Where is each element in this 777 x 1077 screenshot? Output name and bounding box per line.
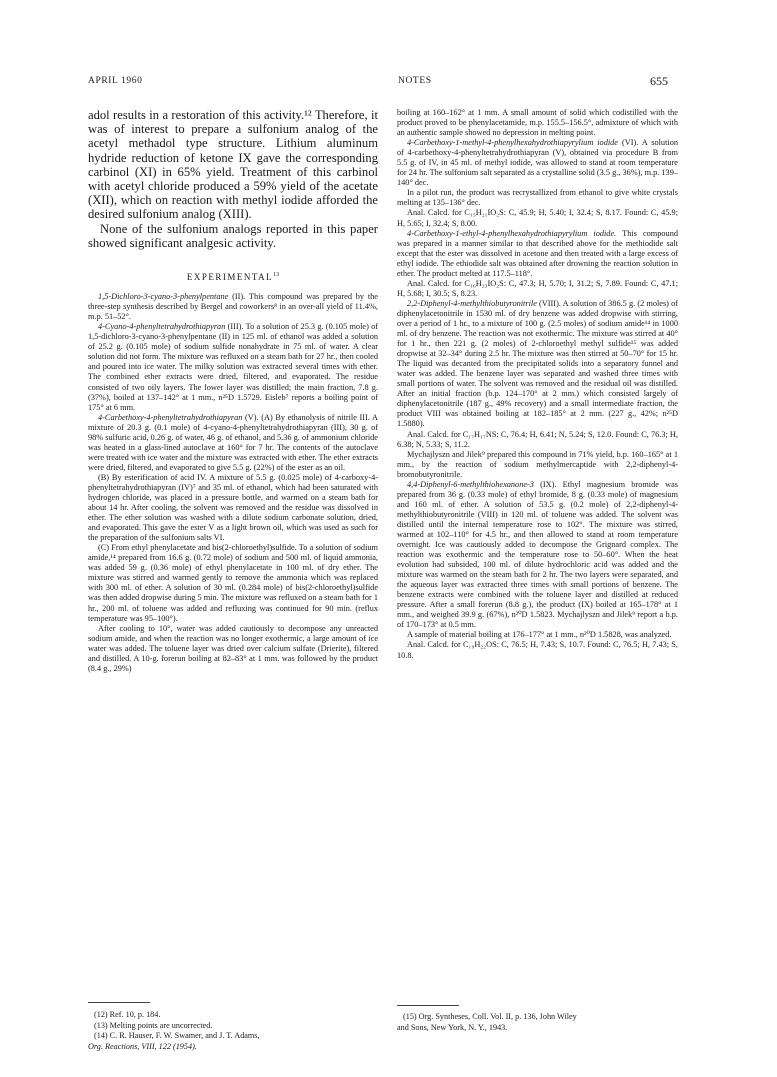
- footnote: (15) Org. Syntheses, Coll. Vol. II, p. 136, John Wiley: [403, 1012, 577, 1021]
- experimental-paragraph: [88, 413, 378, 473]
- paragraph-text: (III). To a solution of 25.3 g. (0.105 mole) of 1,5-dichloro-3-cyano-3-phenylpentane (II) in 125 ml. of ethanol was added a solution of 25.2 g. (0.105 mole) of sodium sulfide nonahydrate in 75 ml. of water. A clear solution did not form. The mixture was refluxed on a steam bath for 27 hr., then cooled and poured into ice water. The milky solution was extracted several times with ether. The combined ether extracts were dried, filtered, and evaporated. The residue consisted of two oily layers. The lower layer was distilled; the main fraction, 7.8 g. (37%), boiled at 137–142° at 1 mm., n²⁵D 1.5729. Eisleb⁷ reports a boiling point of 175° at 6 mm.: [88, 322, 378, 412]
- experimental-paragraph: [397, 299, 678, 430]
- paragraph-text: (II). This compound was prepared by the three-step synthesis described by Bergel and coworkers⁸ in an over-all yield of 11.4%, m.p. 51–52°.: [88, 292, 378, 322]
- paragraph-text: (B) By esterification of acid IV. A mixture of 5.5 g. (0.025 mole) of 4-carboxy-4-phenyltetrahydrothiapyran (IV)⁷ and 35 ml. of ethanol, which had been saturated with hydrogen chloride, was placed in a pressure bottle, and warmed on a steam bath for about 14 hr. After cooling, the solvent was removed and the residue was dissolved in ether. The ether solution was washed with a dilute sodium carbonate solution, dried, and evaporated. This gave the ester V as a light brown oil, which was used as such for the preparation of the sulfonium salts VI.: [88, 472, 378, 543]
- paragraph-text: Anal. Calcd. for C₁₇H₁₇NS: C, 76.4; H, 6.41; N, 5.24; S, 12.0. Found: C, 76.3; H, 6.38; N, 5.33; S, 11.2.: [397, 429, 678, 449]
- compound-title: 4-Cyano-4-phenyltetrahydrothiapyran: [98, 322, 226, 332]
- experimental-paragraph: [88, 543, 378, 623]
- paragraph-text: Anal. Calcd. for C₁₉H₂₂OS: C, 76.5; H, 7.43; S, 10.7. Found: C, 76.5; H, 7.43; S, 10.8.: [397, 640, 678, 660]
- analysis-paragraph: [397, 279, 678, 299]
- running-header: [88, 74, 668, 90]
- paragraph-text: (VI). A solution of 4-carbethoxy-4-phenyltetrahydrothiapyran (V), obtained via procedure B from 5.5 g. of IV, in 45 ml. of methyl iodide, was allowed to stand at room temperature for 24 hr. The sulfonium salt separated as a crystalline solid (3.5 g., 36%), m.p. 139–140° dec.: [397, 138, 678, 188]
- experimental-paragraph: [397, 229, 678, 279]
- right-column: [397, 108, 678, 661]
- intro-paragraph: adol results in a restoration of this activity.¹² Therefore, it was of interest to prepare a sulfonium analog of the acetyl methadol type structure. Lithium aluminum hydride reduction of ketone IX gave the corresponding carbinol (XI) in 65% yield. Treatment of this carbinol with acetyl chloride produced a 59% yield of the acetate (XII), which on reaction with methyl iodide afforded the desired sulfonium analog (XIII).: [88, 108, 378, 222]
- header-date: APRIL 1960: [88, 76, 143, 86]
- footnote-text: Org. Reactions, VIII, 122 (1954).: [88, 1041, 197, 1051]
- paragraph-text: Mychajlyszn and Jilek⁹ prepared this compound in 71% yield, b.p. 160–165° at 1 mm., by the reaction of sodium methylmercaptide with 2,2-diphenyl-4-bromobutyronitrile.: [397, 449, 678, 479]
- footnote-continuation: [88, 1042, 378, 1053]
- paragraph-text: boiling at 160–162° at 1 mm. A small amount of solid which codistilled with the product proved to be phenylacetamide, m.p. 155.5–156.5°, admixture of which with an authentic sample showed no depression in melting point.: [397, 108, 678, 138]
- paragraph-text: Anal. Calcd. for C₁₆H₂₃IO₂S: C, 47.3; H, 5.70; I, 31.2; S, 7.89. Found: C, 47.1; H, 5.68; I, 30.5; S, 8.23.: [397, 278, 678, 298]
- compound-title: 4-Carbethoxy-1-methyl-4-phenylhexahydrothiapyrylium iodide: [407, 138, 618, 148]
- section-title: EXPERIMENTAL: [186, 272, 274, 283]
- paragraph-text: A sample of material boiling at 176–177° at 1 mm., n²⁰D 1.5828, was analyzed.: [407, 630, 672, 640]
- experimental-paragraph: [88, 292, 378, 322]
- experimental-paragraph: [397, 630, 678, 640]
- section-footnote-ref: 13: [273, 272, 280, 279]
- footnote-divider: [397, 1005, 459, 1006]
- footnote: (12) Ref. 10, p. 184.: [94, 1010, 161, 1019]
- compound-title: 4,4-Diphenyl-6-methylthiohexanone-3: [407, 479, 534, 489]
- footnotes-right: [397, 1012, 678, 1033]
- experimental-paragraph: [88, 624, 378, 674]
- paragraph-text: (C) From ethyl phenylacetate and bis(2-chloroethyl)sulfide. To a solution of sodium amide,¹⁴ prepared from 16.6 g. (0.72 mole) of sodium and 500 ml. of liquid ammonia, was added 59 g. (0.36 mole) of ethyl phenylacetate in 100 ml. of dry ether. The mixture was stirred and warmed gently to remove the ammonia which was replaced with 300 ml. of ether. A solution of 30 ml. (0.284 mole) of bis(2-chloroethyl)sulfide was then added dropwise during 5 min. The mixture was refluxed on a steam bath for 1 hr., 200 ml. of toluene was added and refluxing was continued for 90 min. (reflux temperature was 95–100°).: [88, 543, 378, 623]
- paragraph-text: (IX). Ethyl magnesium bromide was prepared from 36 g. (0.33 mole) of ethyl bromide, 8 g. (0.33 mole) of magnesium and 160 ml. of ether. A solution of 53.5 g. (0.2 mole) of 2,2-diphenyl-4-methylthiobutyronitrile (VIII) in 120 ml. of toluene was added. The solvent was distilled until the internal temperature rose to 102°. The mixture was stirred, warmed at 102–110° for 4.5 hr., and then allowed to stand at room temperature overnight. Ice was cautiously added to decompose the Grignard complex. The reaction was exothermic and the temperature rose to 50–60°. When the heat evolution had subsided, 100 ml. of dilute hydrochloric acid was added and the mixture was warmed on the steam bath for 2 hr. The two layers were separated, and the aqueous layer was extracted three times with small portions of benzene. The benzene extracts were combined with the toluene layer and distilled at reduced pressure. After a small forerun (8.8 g.), the product (IX) boiled at 165–178° at 1 mm., and weighed 39.9 g. (67%), n²⁰D 1.5823. Mychajlyszn and Jilek⁹ report a b.p. of 170–173° at 0.5 mm.: [397, 479, 678, 630]
- compound-title: 4-Carbethoxy-4-phenyltetrahydrothiapyran: [98, 412, 243, 422]
- analysis-paragraph: [397, 208, 678, 228]
- compound-title: 1,5-Dichloro-3-cyano-3-phenylpentane: [98, 292, 229, 302]
- experimental-paragraph: [88, 322, 378, 412]
- paragraph-text: After cooling to 10°, water was added cautiously to decompose any unreacted sodium amide, and when the reaction was no longer exothermic, a large amount of ice water was added. The toluene layer was dried over calcium sulfate (Drierite), filtered and distilled. A 10-g. forerun boiling at 82–83° at 1 mm. was followed by the product (8.4 g., 29%): [88, 623, 378, 673]
- compound-title: 2,2-Diphenyl-4-methylthiobutyronitrile: [407, 298, 537, 308]
- analysis-paragraph: [397, 640, 678, 660]
- experimental-paragraph: [397, 450, 678, 480]
- paragraph-text: (VIII). A solution of 386.5 g. (2 moles) of diphenylacetonitrile in 1530 ml. of dry benzene was added dropwise with stirring, over a period of 1 hr., to a mixture of 100 g. (2.5 moles) of sodium amide¹⁴ in 1000 ml. of dry benzene. The reaction was not exothermic. The mixture was stirred at 40° for 1 hr., then 221 g. (2 moles) of 2-chloroethyl methyl sulfide¹⁵ was added dropwise at 32–34° during 2.5 hr. The mixture was then stirred at 50–70° for 15 hr. The liquid was decanted from the precipitated solids into a separatory funnel and water was added. The benzene layer was separated and washed three times with small portions of water. The solvent was removed and the residual oil was distilled. After an initial fraction (b.p. 124–170° at 2 mm.) which consisted largely of diphenylacetonitrile (187 g., 49% recovery) and a small intermediate fraction, the product VIII was obtained boiling at 182–185° at 2 mm. (227 g., 42%; n²⁵D 1.5880).: [397, 298, 678, 429]
- paragraph-text: In a pilot run, the product was recrystallized from ethanol to give white crystals melting at 135–136° dec.: [397, 188, 678, 208]
- footnote-divider: [88, 1002, 150, 1003]
- left-column: [88, 108, 378, 674]
- intro-paragraph: None of the sulfonium analogs reported in this paper showed significant analgesic activity.: [88, 221, 378, 250]
- compound-title: 4-Carbethoxy-1-ethyl-4-phenylhexahydrothiapyrylium iodide.: [407, 228, 617, 238]
- footnote-continuation: and Sons, New York, N. Y., 1943.: [397, 1022, 508, 1032]
- paragraph-text: Anal. Calcd. for C₁₅H₂₁IO₂S: C, 45.9; H, 5.40; I, 32.4; S, 8.17. Found: C, 45.9; H, 5.65; I, 32.4; S, 8.00.: [397, 208, 678, 228]
- experimental-paragraph: [397, 188, 678, 208]
- experimental-paragraph: [397, 480, 678, 631]
- paragraph-text: This compound was prepared in a manner similar to that described above for the methiodide salt except that the ester was dissolved in acetone and then treated with a large excess of ethyl iodide. The ethiodide salt was obtained after drowning the reaction solution in ether. The product melted at 117.5–118°.: [397, 228, 678, 278]
- footnote: (13) Melting points are uncorrected.: [94, 1020, 213, 1030]
- experimental-paragraph: [88, 473, 378, 543]
- experimental-paragraph: [397, 108, 678, 138]
- footnote: (14) C. R. Hauser, F. W. Swamer, and J. T. Adams,: [94, 1031, 260, 1040]
- footnotes-left: [88, 1010, 378, 1052]
- experimental-paragraph: [397, 138, 678, 188]
- page-number: 655: [650, 74, 668, 88]
- analysis-paragraph: [397, 430, 678, 450]
- paragraph-text: (V). (A) By ethanolysis of nitrile III. A mixture of 20.3 g. (0.1 mole) of 4-cyano-4-phenyltetrahydrothiapyran (III), 30 g. of 98% sulfuric acid, 0.26 g. of water, 46 g. of ethanol, and 5.36 g. of ammonium chloride was heated in a glass-lined autoclave at 160° for 7 hr. The contents of the autoclave were treated with ice water and the mixture was extracted with ether. The ether extracts were dried, filtered, and evaporated to give 5.5 g. (22%) of the ester as an oil.: [88, 412, 378, 472]
- section-heading: [88, 272, 378, 282]
- header-section: NOTES: [398, 76, 432, 86]
